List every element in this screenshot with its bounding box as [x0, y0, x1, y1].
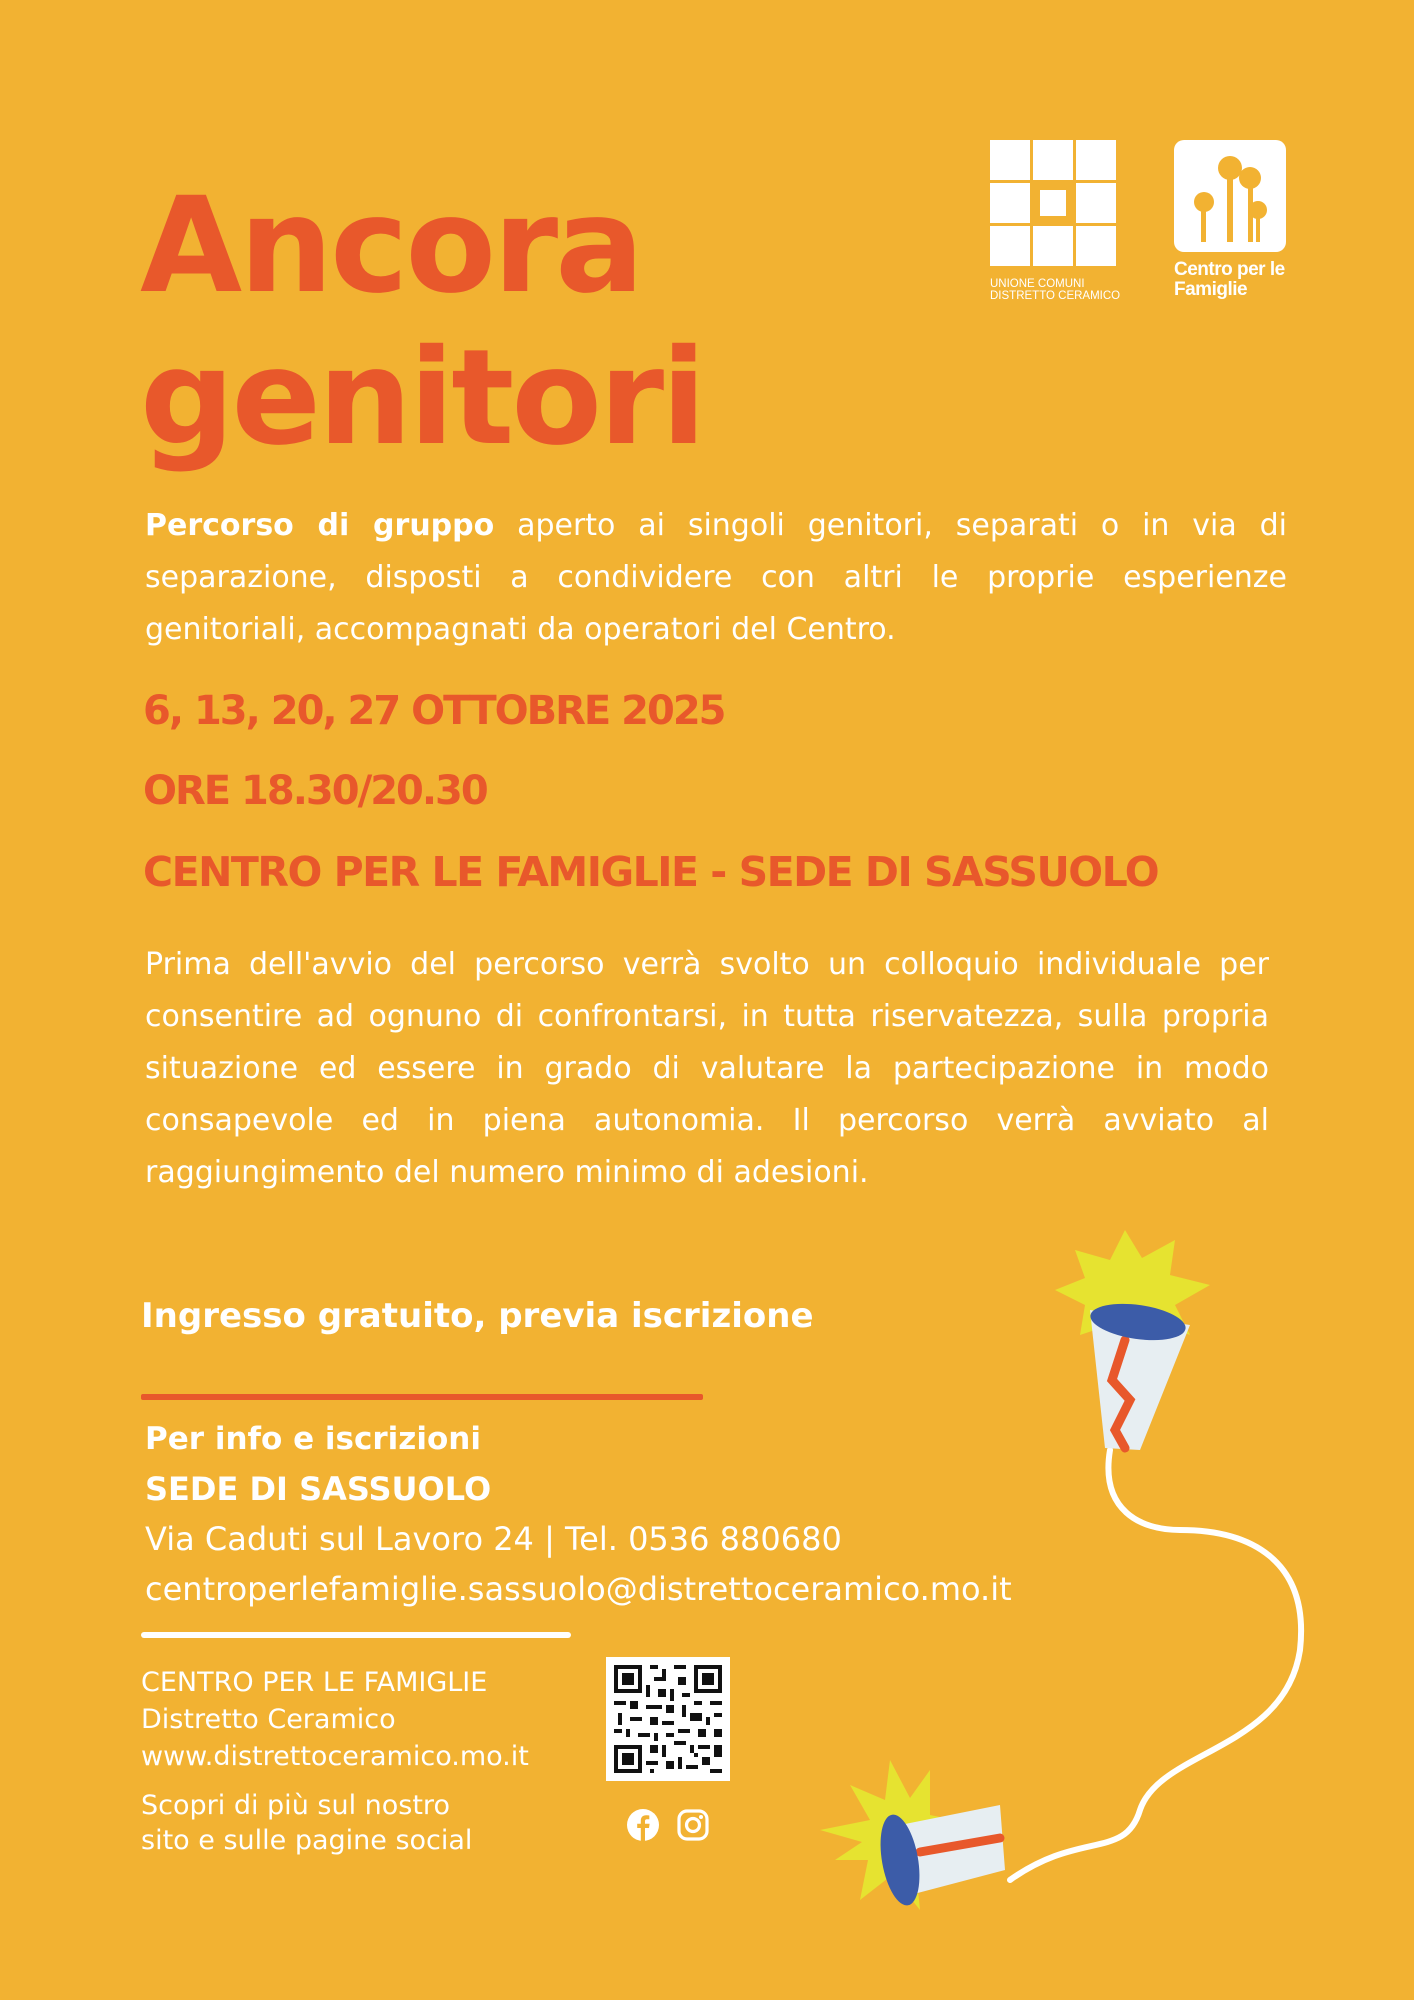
facebook-icon[interactable]	[626, 1808, 660, 1842]
unione-grid-icon	[990, 140, 1118, 268]
unione-caption-line2: DISTRETTO CERAMICO	[990, 290, 1121, 302]
free-entry-note: Ingresso gratuito, previa iscrizione	[141, 1296, 814, 1336]
footer-social-text	[141, 1788, 472, 1858]
contact-heading: Per info e iscrizioni	[145, 1421, 481, 1457]
contact-email[interactable]: centroperlefamiglie.sassuolo@distrettoceramico.mo.it	[145, 1570, 1012, 1608]
intro-bold: Percorso di gruppo	[145, 508, 495, 543]
unione-caption-line1: UNIONE COMUNI	[990, 278, 1085, 290]
footer-website[interactable]: www.distrettoceramico.mo.it	[141, 1741, 529, 1772]
orange-divider	[141, 1394, 703, 1400]
top-cup	[1055, 1230, 1210, 1450]
bottom-cup	[820, 1760, 1005, 1910]
qr-code-icon	[606, 1657, 730, 1781]
page-title	[140, 170, 703, 474]
centro-caption-line1: Centro per le	[1174, 259, 1285, 280]
qr-code[interactable]	[606, 1657, 730, 1781]
contact-address: Via Caduti sul Lavoro 24 | Tel. 0536 880680	[145, 1520, 842, 1558]
footer-social-line2: sito e sulle pagine social	[141, 1825, 473, 1856]
instagram-icon[interactable]	[676, 1808, 710, 1842]
white-divider	[141, 1632, 571, 1638]
contact-site: SEDE DI SASSUOLO	[145, 1470, 492, 1508]
title-line-2: genitori	[140, 321, 704, 475]
unione-comuni-logo	[990, 140, 1130, 302]
footer-social-line1: Scopri di più sul nostro	[141, 1790, 450, 1821]
title-line-1: Ancora	[140, 169, 642, 323]
social-links	[626, 1808, 710, 1842]
intro-paragraph	[145, 500, 1287, 656]
footer-org-line1: CENTRO PER LE FAMIGLIE	[141, 1667, 488, 1698]
footer-organization	[141, 1664, 529, 1775]
family-trees-icon	[1174, 140, 1286, 252]
tin-can-phone-illustration	[780, 1230, 1340, 1970]
intro-text: aperto ai singoli genitori, separati o in via di separazione, disposti a condividere con altri le proprie esperienze genitoriali, accompagnati da operatori del Centro.	[145, 508, 1287, 647]
centro-famiglie-logo	[1174, 140, 1294, 300]
event-hours: ORE 18.30/20.30	[143, 768, 487, 814]
event-place: CENTRO PER LE FAMIGLIE - SEDE DI SASSUOLO	[143, 848, 1159, 896]
footer-org-line2: Distretto Ceramico	[141, 1704, 396, 1735]
centro-caption-line2: Famiglie	[1174, 279, 1248, 300]
event-dates: 6, 13, 20, 27 OTTOBRE 2025	[143, 688, 725, 734]
description-paragraph: Prima dell'avvio del percorso verrà svolto un colloquio individuale per consentire ad ognuno di confrontarsi, in tutta riservatezza, sulla propria situazione ed essere in grado di valutare la partecipazione in modo consapevole ed in piena autonomia. Il percorso verrà avviato al raggiungimento del numero minimo di adesioni.	[145, 947, 1269, 1190]
